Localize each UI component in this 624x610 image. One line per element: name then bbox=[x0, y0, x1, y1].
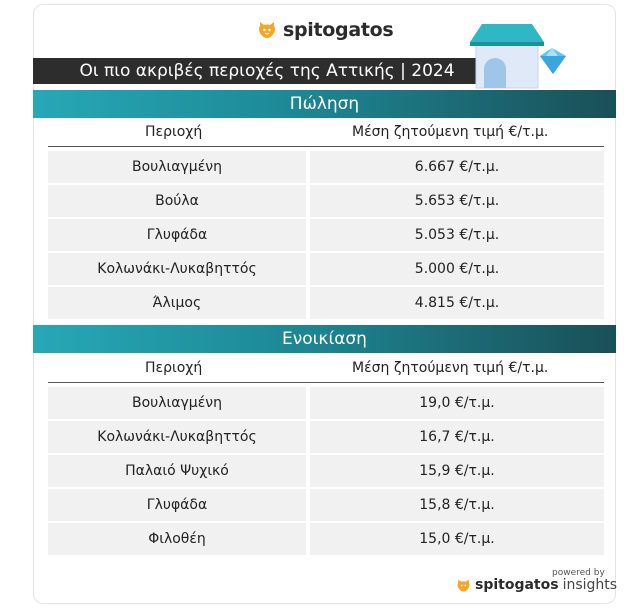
area-cell: Βουλιαγμένη bbox=[48, 151, 306, 183]
table-row bbox=[48, 421, 604, 453]
price-cell: 19,0 €/τ.μ. bbox=[310, 387, 604, 419]
table-row bbox=[48, 151, 604, 183]
price-cell: 16,7 €/τ.μ. bbox=[310, 421, 604, 453]
area-cell: Κολωνάκι-Λυκαβηττός bbox=[48, 421, 306, 453]
area-cell: Βούλα bbox=[48, 185, 306, 217]
price-cell: 15,9 €/τ.μ. bbox=[310, 455, 604, 487]
column-header-price: Μέση ζητούμενη τιμή €/τ.μ. bbox=[352, 124, 549, 140]
price-cell: 15,0 €/τ.μ. bbox=[310, 523, 604, 555]
header-divider bbox=[48, 382, 604, 383]
area-cell: Γλυφάδα bbox=[48, 219, 306, 251]
area-cell: Γλυφάδα bbox=[48, 489, 306, 521]
price-cell: 6.667 €/τ.μ. bbox=[310, 151, 604, 183]
section-title-sale: Πώληση bbox=[33, 90, 616, 118]
table-row bbox=[48, 185, 604, 217]
area-cell: Κολωνάκι-Λυκαβηττός bbox=[48, 253, 306, 285]
price-cell: 5.053 €/τ.μ. bbox=[310, 219, 604, 251]
table-row bbox=[48, 219, 604, 251]
footer-brand-logo bbox=[456, 577, 617, 593]
footer-brand-light: insights bbox=[562, 577, 618, 593]
price-cell: 4.815 €/τ.μ. bbox=[310, 287, 604, 319]
cat-logo-icon bbox=[257, 20, 277, 40]
area-cell: Βουλιαγμένη bbox=[48, 387, 306, 419]
table-row bbox=[48, 253, 604, 285]
brand-name: spitogatos bbox=[283, 19, 394, 41]
table-row bbox=[48, 489, 604, 521]
house-diamond-illustration-icon bbox=[470, 18, 570, 90]
table-row bbox=[48, 455, 604, 487]
price-cell: 5.653 €/τ.μ. bbox=[310, 185, 604, 217]
price-cell: 5.000 €/τ.μ. bbox=[310, 253, 604, 285]
price-cell: 15,8 €/τ.μ. bbox=[310, 489, 604, 521]
column-header-price: Μέση ζητούμενη τιμή €/τ.μ. bbox=[352, 360, 549, 376]
column-header-area: Περιοχή bbox=[145, 360, 203, 376]
header-divider bbox=[48, 146, 604, 147]
powered-by-label: powered by bbox=[552, 568, 605, 578]
section-title-rent: Ενοικίαση bbox=[33, 325, 616, 353]
area-cell: Παλαιό Ψυχικό bbox=[48, 455, 306, 487]
area-cell: Φιλοθέη bbox=[48, 523, 306, 555]
table-row bbox=[48, 387, 604, 419]
cat-logo-icon bbox=[456, 578, 471, 593]
brand-logo bbox=[257, 19, 393, 41]
table-row bbox=[48, 523, 604, 555]
page-title: Οι πιο ακριβές περιοχές της Αττικής | 2024 bbox=[33, 58, 501, 84]
column-header-area: Περιοχή bbox=[145, 124, 203, 140]
area-cell: Άλιμος bbox=[48, 287, 306, 319]
table-row bbox=[48, 287, 604, 319]
footer-brand-bold: spitogatos bbox=[475, 577, 559, 593]
